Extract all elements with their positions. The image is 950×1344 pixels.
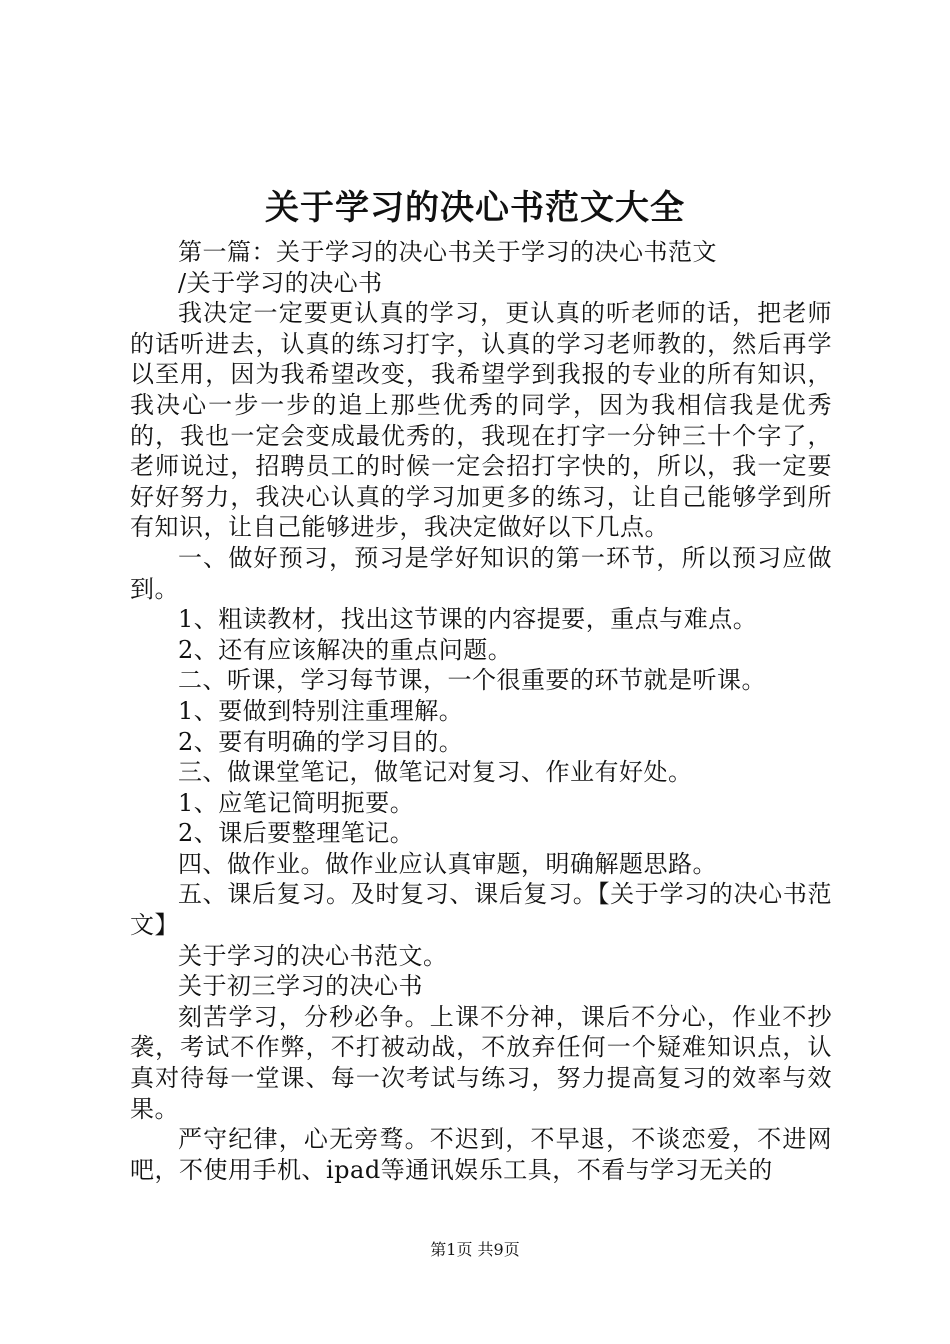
paragraph: /关于学习的决心书 (178, 268, 383, 297)
paragraph: 第一篇：关于学习的决心书关于学习的决心书范文 (178, 238, 717, 266)
paragraph: 1、应笔记简明扼要。 (178, 788, 415, 817)
paragraph: 我决定一定要更认真的学习，更认真的听老师的话，把老师的话听进去，认真的练习打字，认真的学习老师教的，然后再学以至用，因为我希望改变，我希望学到我报的专业的所有知识，我决心一步一步的追上那些优秀的同学，因为我相信我是优秀的，我也一定会变成最优秀的，我现在打字一分钟三十个字了，老师说过，招聘员工的时候一定会招打字快的，所以，我一定要好好努力，我决心认真的学习加更多的练习，让自己能够学到所有知识，让自己能够进步，我决定做好以下几点。 (130, 299, 832, 542)
page-footer: 第1页 共9页 (430, 1240, 520, 1259)
paragraph: 关于学习的决心书范文。 (178, 941, 448, 970)
paragraph: 2、课后要整理笔记。 (178, 819, 415, 848)
paragraph: 三、做课堂笔记，做笔记对复习、作业有好处。 (178, 758, 693, 787)
paragraph: 1、粗读教材，找出这节课的内容提要，重点与难点。 (178, 605, 758, 634)
paragraph: 严守纪律，心无旁骛。不迟到，不早退，不谈恋爱，不进网吧，不使用手机、ipad等通讯娱乐工具，不看与学习无关的 (130, 1125, 832, 1184)
paragraph: 四、做作业。做作业应认真审题，明确解题思路。 (178, 849, 717, 878)
paragraph: 一、做好预习，预习是学好知识的第一环节，所以预习应做到。 (130, 543, 832, 603)
document-body (130, 237, 832, 1185)
paragraph: 二、听课，学习每节课，一个很重要的环节就是听课。 (178, 666, 766, 695)
paragraph: 刻苦学习，分秒必争。上课不分神，课后不分心，作业不抄袭，考试不作弊，不打被动战，不放弃任何一个疑难知识点，认真对待每一堂课、每一次考试与练习，努力提高复习的效率与效果。 (130, 1002, 832, 1123)
paragraph: 1、要做到特别注重理解。 (178, 696, 464, 725)
paragraph: 2、要有明确的学习目的。 (178, 727, 464, 756)
paragraph: 五、课后复习。及时复习、课后复习。【关于学习的决心书范文】 (130, 880, 832, 940)
document-title: 关于学习的决心书范文大全 (265, 188, 685, 228)
paragraph: 2、还有应该解决的重点问题。 (178, 635, 513, 664)
paragraph: 关于初三学习的决心书 (178, 972, 423, 1001)
